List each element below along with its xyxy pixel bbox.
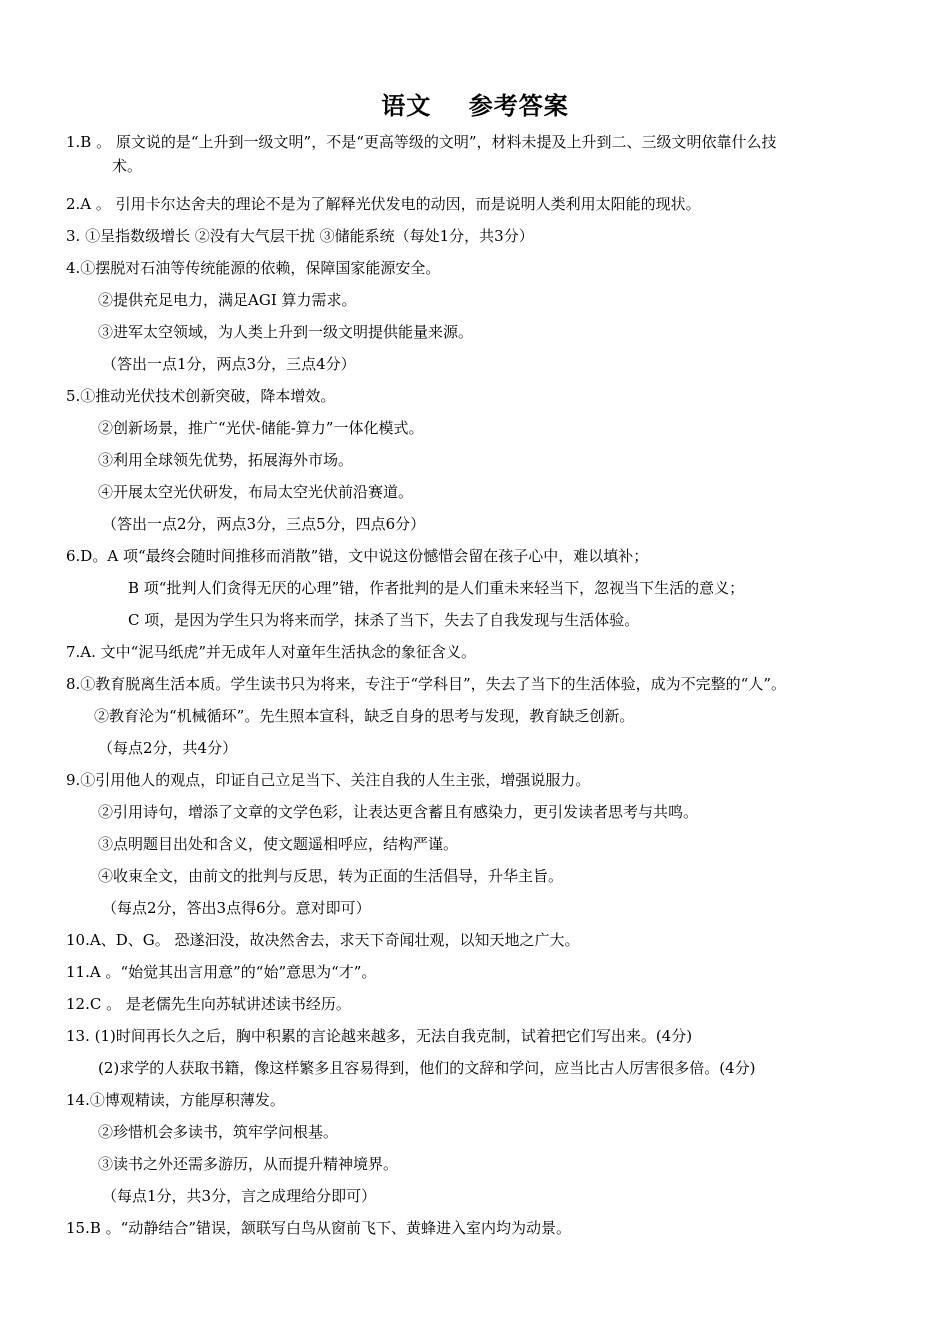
answer-line-9: 9.①引用他人的观点，印证自己立足当下、关注自我的人生主张，增强说服力。 — [66, 771, 591, 789]
answer-line-11: 11.A 。“始觉其出言用意”的“始”意思为“才”。 — [66, 963, 377, 981]
answer-line-6-c: C 项，是因为学生只为将来而学，抹杀了当下，失去了自我发现与生活体验。 — [128, 611, 640, 629]
answer-line-8-2: ②教育沦为“机械循环”。先生照本宣科，缺乏自身的思考与发现，教育缺乏创新。 — [94, 707, 635, 725]
answer-line-4-score: （答出一点1分，两点3分，三点4分） — [102, 355, 356, 373]
answer-line-9-3: ③点明题目出处和含义，使文题遥相呼应，结构严谨。 — [98, 835, 459, 853]
answer-line-14-2: ②珍惜机会多读书，筑牢学问根基。 — [98, 1123, 339, 1141]
answer-line-1-cont: 术。 — [112, 157, 143, 175]
answer-line-5-4: ④开展太空光伏研发，布局太空光伏前沿赛道。 — [98, 483, 414, 501]
answer-line-6: 6.D。A 项“最终会随时间推移而消散”错，文中说这份憾惜会留在孩子心中，难以填补； — [66, 547, 649, 565]
answer-line-14-score: （每点1分，共3分，言之成理给分即可） — [102, 1187, 377, 1205]
answer-line-14-3: ③读书之外还需多游历，从而提升精神境界。 — [98, 1155, 399, 1173]
answer-line-4: 4.①摆脱对石油等传统能源的依赖，保障国家能源安全。 — [66, 259, 441, 277]
answer-line-7: 7.A. 文中“泥马纸虎”并无成年人对童年生活执念的象征含义。 — [66, 643, 477, 661]
answer-line-4-2: ②提供充足电力，满足AGI 算力需求。 — [98, 291, 357, 309]
page-title: 语文 参考答案 — [381, 91, 569, 120]
answer-line-9-score: （每点2分，答出3点得6分。意对即可） — [102, 899, 371, 917]
answer-line-14: 14.①博观精读，方能厚积薄发。 — [66, 1091, 285, 1109]
answer-line-9-2: ②引用诗句，增添了文章的文学色彩，让表达更含蓄且有感染力，更引发读者思考与共鸣。 — [98, 803, 699, 821]
answer-line-8-score: （每点2分，共4分） — [98, 739, 238, 757]
answer-line-5-2: ②创新场景，推广“光伏-储能-算力”一体化模式。 — [98, 419, 424, 437]
answer-line-6-b: B 项“批判人们贪得无厌的心理”错，作者批判的是人们重未来轻当下，忽视当下生活的意义； — [128, 579, 745, 597]
answer-line-15: 15.B 。“动静结合”错误，颔联写白鸟从窗前飞下、黄蜂进入室内均为动景。 — [66, 1219, 571, 1237]
answer-line-4-3: ③进军太空领域，为人类上升到一级文明提供能量来源。 — [98, 323, 474, 341]
answer-line-9-4: ④收束全文，由前文的批判与反思，转为正面的生活倡导，升华主旨。 — [98, 867, 564, 885]
answer-line-1: 1.B 。 原文说的是“上升到一级文明”，不是“更高等级的文明”，材料未提及上升到二、三级文明依靠什么技 — [66, 133, 777, 151]
answer-line-13-2: (2)求学的人获取书籍，像这样繁多且容易得到，他们的文辞和学问，应当比古人厉害很多倍。(4分) — [98, 1059, 756, 1077]
answer-line-3: 3. ①呈指数级增长 ②没有大气层干扰 ③储能系统（每处1分，共3分） — [66, 227, 534, 245]
answer-line-5-score: （答出一点2分，两点3分，三点5分，四点6分） — [102, 515, 426, 533]
answer-line-13-1: 13. (1)时间再长久之后，胸中积累的言论越来越多，无法自我克制，试着把它们写出来。(4分) — [66, 1027, 693, 1045]
answer-line-5-3: ③利用全球领先优势，拓展海外市场。 — [98, 451, 354, 469]
answer-line-10: 10.A、D、G。 恐遂汩没，故决然舍去，求天下奇闻壮观，以知天地之广大。 — [66, 931, 580, 949]
answer-line-12: 12.C 。 是老儒先生向苏轼讲述读书经历。 — [66, 995, 351, 1013]
answer-line-5: 5.①推动光伏技术创新突破，降本增效。 — [66, 387, 336, 405]
answer-line-2: 2.A 。 引用卡尔达舍夫的理论不是为了解释光伏发电的动因，而是说明人类利用太阳能的现状。 — [66, 195, 701, 213]
answer-line-8: 8.①教育脱离生活本质。学生读书只为将来，专注于“学科目”，失去了当下的生活体验，成为不完整的“人”。 — [66, 675, 786, 693]
